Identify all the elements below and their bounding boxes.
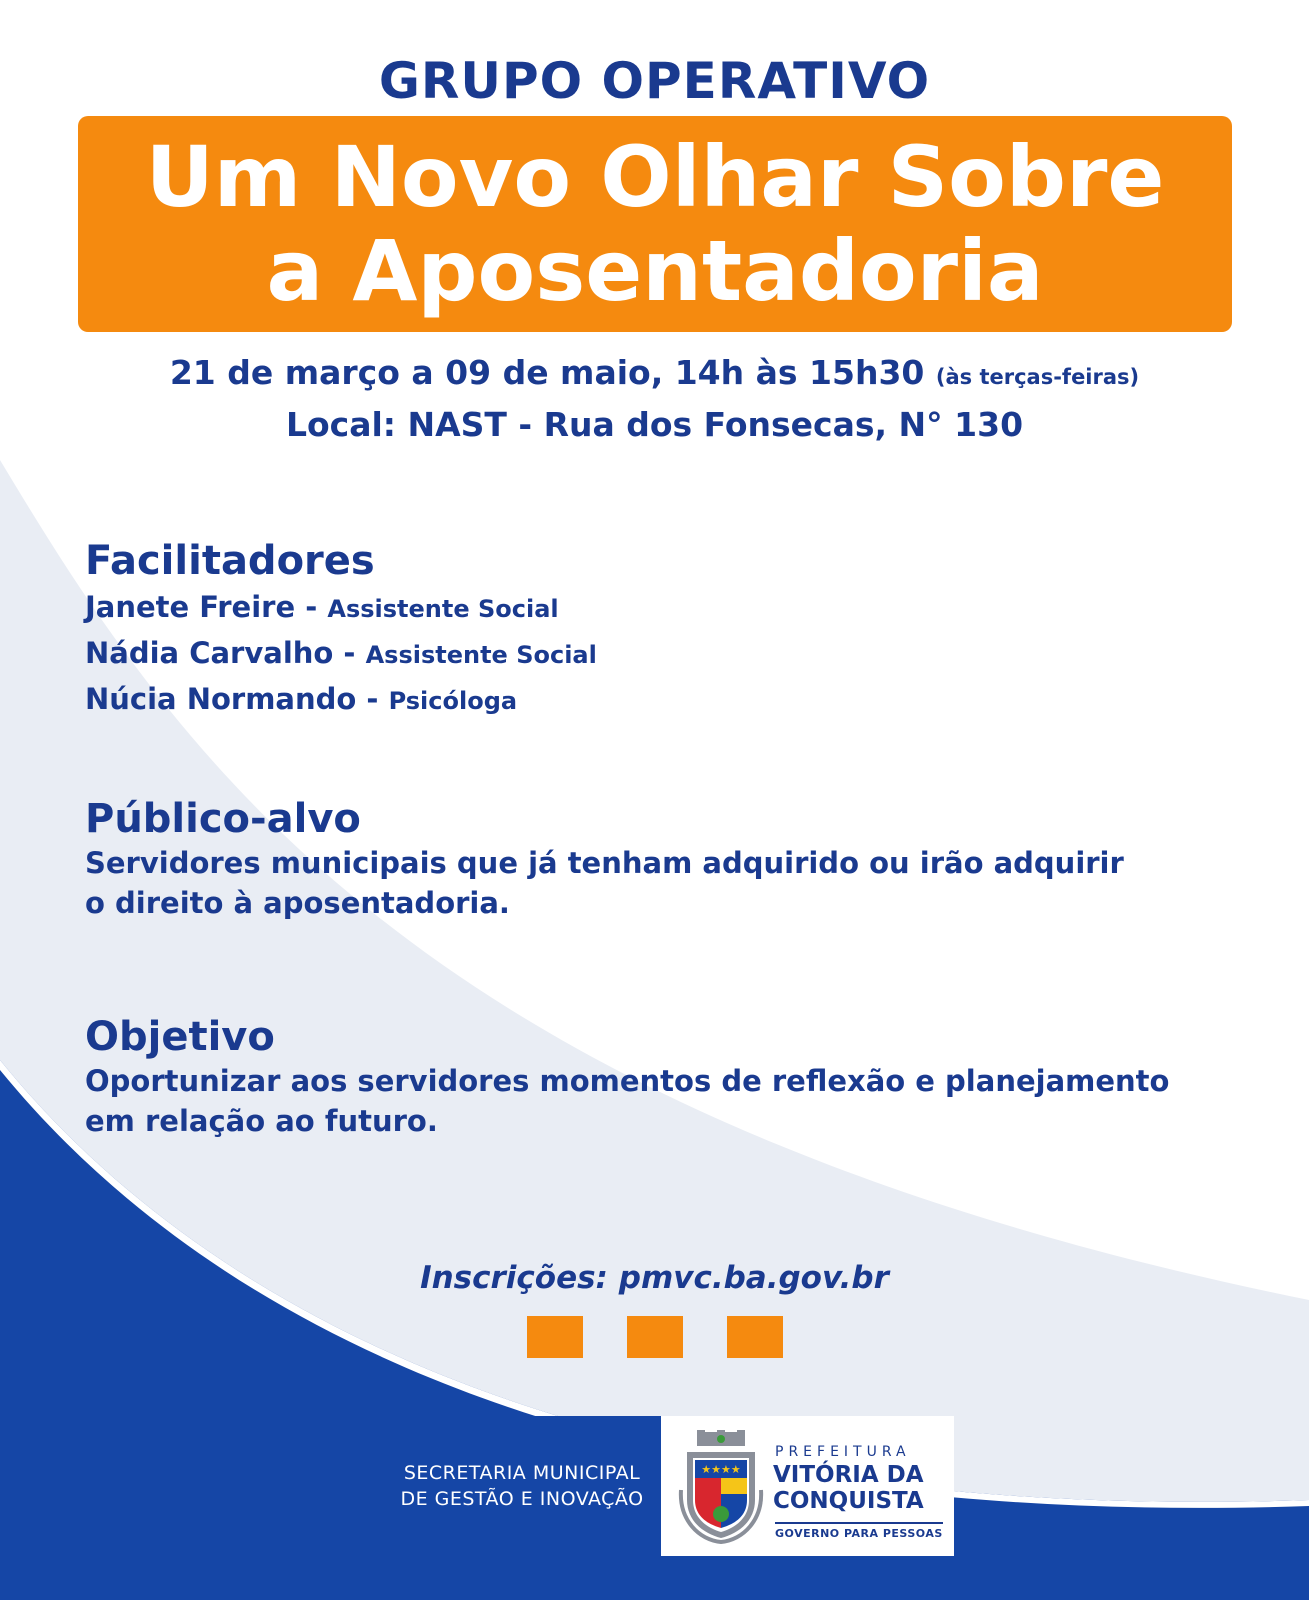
- facilitator-name: Janete Freire -: [85, 590, 318, 624]
- facilitator-name: Nádia Carvalho -: [85, 636, 356, 670]
- facilitator-role: Assistente Social: [365, 641, 597, 669]
- objective-heading: Objetivo: [85, 1014, 275, 1060]
- facilitator-item: [85, 585, 597, 631]
- secretaria-line-2: DE GESTÃO E INOVAÇÃO: [400, 1488, 644, 1510]
- decorative-square: [527, 1316, 583, 1358]
- secretaria-line-1: SECRETARIA MUNICIPAL: [403, 1462, 641, 1484]
- title-line-2: a Aposentadoria: [266, 222, 1044, 320]
- svg-text:★★★★: ★★★★: [701, 1463, 741, 1476]
- facilitator-role: Assistente Social: [327, 595, 559, 623]
- facilitators-heading: Facilitadores: [85, 538, 375, 584]
- title-line-1: Um Novo Olhar Sobre: [145, 128, 1165, 226]
- event-location: Local: NAST - Rua dos Fonsecas, N° 130: [285, 405, 1024, 444]
- facilitators-section: [85, 537, 597, 723]
- audience-section: [85, 795, 1124, 923]
- government-tagline: GOVERNO PARA PESSOAS: [775, 1522, 943, 1540]
- event-weekday-note: (às terças-feiras): [935, 365, 1140, 389]
- objective-line-2: em relação ao futuro.: [85, 1104, 438, 1138]
- event-dates-time: 21 de março a 09 de maio, 14h às 15h30: [169, 353, 925, 392]
- facilitator-name: Núcia Normando -: [85, 682, 379, 716]
- objective-section: [85, 1013, 1169, 1141]
- facilitator-item: [85, 631, 597, 677]
- decorative-square: [627, 1316, 683, 1358]
- prefeitura-logo: [661, 1416, 954, 1556]
- event-dates: [0, 353, 1309, 392]
- kicker-title: GRUPO OPERATIVO: [378, 52, 931, 110]
- prefeitura-label: PREFEITURA: [775, 1444, 911, 1460]
- city-name-line-1: VITÓRIA DA: [773, 1462, 924, 1488]
- title-banner: [78, 116, 1232, 332]
- facilitator-item: [85, 677, 597, 723]
- city-name-line-2: CONQUISTA: [773, 1488, 924, 1514]
- signup-link[interactable]: Inscrições: pmvc.ba.gov.br: [420, 1260, 889, 1296]
- city-crest-icon: [677, 1430, 765, 1544]
- objective-line-1: Oportunizar aos servidores momentos de reflexão e planejamento: [85, 1064, 1170, 1098]
- decorative-square: [727, 1316, 783, 1358]
- secretaria-block: [383, 1416, 661, 1556]
- audience-heading: Público-alvo: [85, 796, 361, 842]
- audience-line-2: o direito à aposentadoria.: [85, 886, 510, 920]
- facilitator-role: Psicóloga: [388, 687, 518, 715]
- audience-line-1: Servidores municipais que já tenham adquirido ou irão adquirir: [85, 846, 1124, 880]
